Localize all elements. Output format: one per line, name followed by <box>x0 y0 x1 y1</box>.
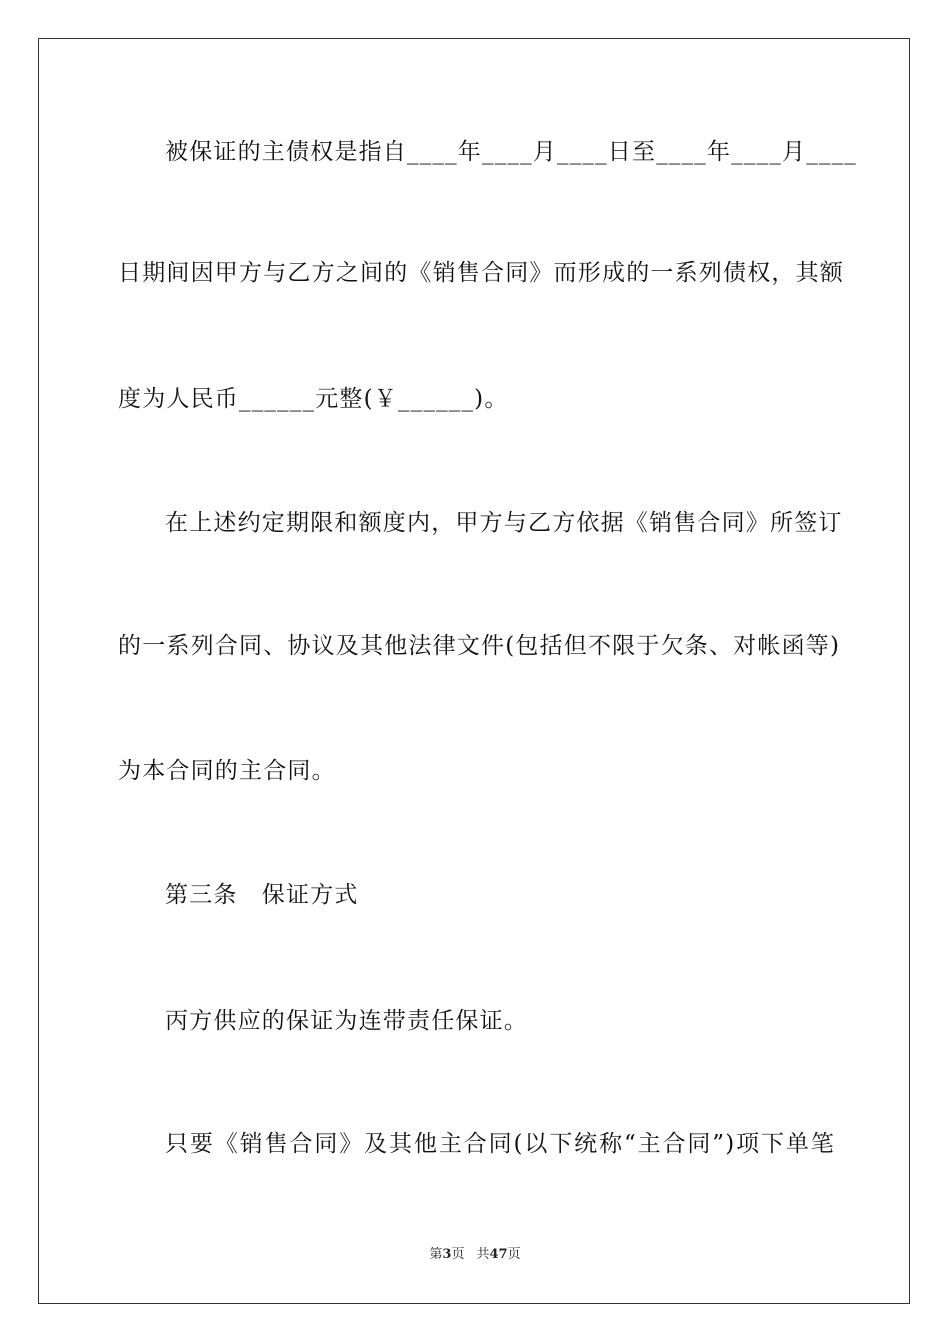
page-border <box>38 38 910 1304</box>
footer-page-suffix: 页 <box>451 1247 465 1262</box>
footer-total-suffix: 页 <box>507 1247 521 1262</box>
footer-total-pages: 47 <box>489 1247 508 1262</box>
paragraph-line-4: 在上述约定期限和额度内，甲方与乙方依据《销售合同》所签订 <box>165 510 843 536</box>
section-heading: 第三条 保证方式 <box>165 882 359 908</box>
paragraph-line-2: 日期间因甲方与乙方之间的《销售合同》而形成的一系列债权，其额 <box>118 260 844 286</box>
paragraph-line-1: 被保证的主债权是指自____年____月____日至____年____月____ <box>165 139 857 165</box>
paragraph-line-3: 度为人民币______元整(￥______)。 <box>118 386 509 412</box>
footer-page-number: 3 <box>442 1247 452 1262</box>
paragraph-line-7: 丙方供应的保证为连带责任保证。 <box>165 1008 528 1034</box>
paragraph-line-8: 只要《销售合同》及其他主合同(以下统称“主合同”)项下单笔 <box>165 1131 835 1157</box>
paragraph-line-6: 为本合同的主合同。 <box>118 758 336 784</box>
page-footer <box>0 1246 950 1264</box>
footer-total-prefix: 共 <box>476 1247 490 1262</box>
paragraph-line-5: 的一系列合同、协议及其他法律文件(包括但不限于欠条、对帐函等) <box>118 633 841 659</box>
footer-page-prefix: 第 <box>429 1247 443 1262</box>
